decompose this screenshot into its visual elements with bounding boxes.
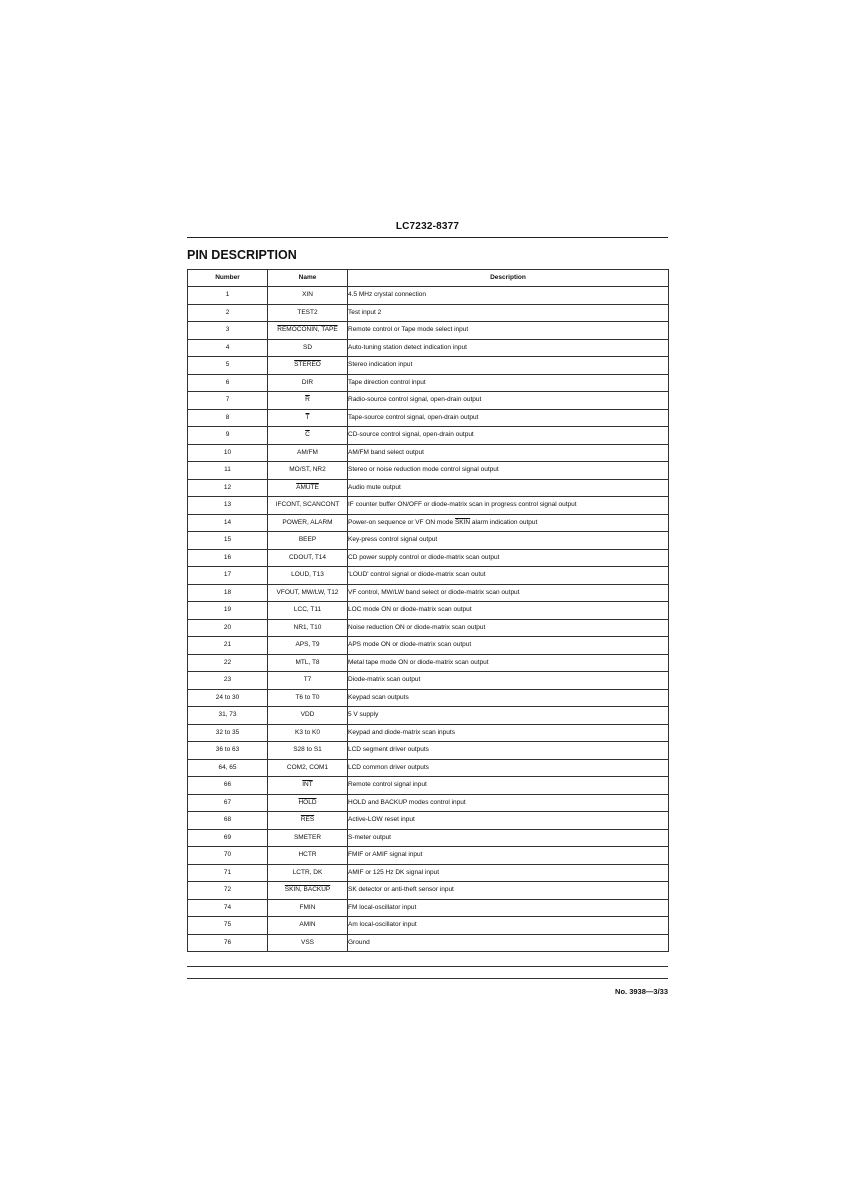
pin-number: 12 [188, 479, 268, 497]
pin-name: MTL, T8 [268, 654, 348, 672]
pin-name: XIN [268, 287, 348, 305]
pin-name: LOUD, T13 [268, 567, 348, 585]
pin-number: 23 [188, 672, 268, 690]
pin-number: 76 [188, 934, 268, 952]
footer-rule [187, 966, 668, 967]
pin-name: APS, T9 [268, 637, 348, 655]
pin-description: Remote control or Tape mode select input [348, 322, 669, 340]
pin-description: AMIF or 125 Hz DK signal input [348, 864, 669, 882]
pin-number: 64, 65 [188, 759, 268, 777]
pin-number: 6 [188, 374, 268, 392]
pin-name: FMIN [268, 899, 348, 917]
pin-name: T7 [268, 672, 348, 690]
table-row [188, 934, 669, 952]
pin-description: Key-press control signal output [348, 532, 669, 550]
pin-number: 9 [188, 427, 268, 445]
table-row [188, 514, 669, 532]
pin-number: 5 [188, 357, 268, 375]
desc-signal-overline: SKIN [454, 518, 471, 526]
pin-name: VDD [268, 707, 348, 725]
pin-description: Ground [348, 934, 669, 952]
pin-name: MO/ST, NR2 [268, 462, 348, 480]
pin-name: $\overline{RES}$ [268, 812, 348, 830]
pin-name: AMIN [268, 917, 348, 935]
pin-number: 11 [188, 462, 268, 480]
pin-description: Stereo indication input [348, 357, 669, 375]
table-row [188, 707, 669, 725]
table-row [188, 672, 669, 690]
pin-name: K3 to K0 [268, 724, 348, 742]
table-row [188, 777, 669, 795]
pin-name: AM/FM [268, 444, 348, 462]
pin-number: 3 [188, 322, 268, 340]
table-row [188, 567, 669, 585]
pin-description: Am local-oscillator input [348, 917, 669, 935]
table-row [188, 724, 669, 742]
table-row [188, 479, 669, 497]
pin-number: 16 [188, 549, 268, 567]
pin-description: S-meter output [348, 829, 669, 847]
table-row [188, 689, 669, 707]
pin-description-table [187, 269, 669, 952]
pin-number: 7 [188, 392, 268, 410]
pin-number: 75 [188, 917, 268, 935]
pin-description: 4.5 MHz crystal connection [348, 287, 669, 305]
table-row [188, 374, 669, 392]
table-row [188, 497, 669, 515]
pin-number: 32 to 35 [188, 724, 268, 742]
pin-description: IF counter buffer ON/OFF or diode-matrix scan in progress control signal output [348, 497, 669, 515]
table-row [188, 864, 669, 882]
pin-description: LOC mode ON or diode-matrix scan output [348, 602, 669, 620]
pin-name: STEREO [268, 357, 348, 375]
pin-description [348, 514, 669, 532]
table-row [188, 339, 669, 357]
pin-name: BEEP [268, 532, 348, 550]
pin-description: AM/FM band select output [348, 444, 669, 462]
column-header-description: Description [348, 270, 669, 287]
table-row [188, 637, 669, 655]
pin-description: Keypad and diode-matrix scan inputs [348, 724, 669, 742]
table-row [188, 654, 669, 672]
pin-name: LCTR, DK [268, 864, 348, 882]
pin-description: CD-source control signal, open-drain output [348, 427, 669, 445]
pin-description: Tape-source control signal, open-drain output [348, 409, 669, 427]
pin-description: Radio-source control signal, open-drain output [348, 392, 669, 410]
pin-number: 21 [188, 637, 268, 655]
pin-name: SKIN, BACKUP [268, 882, 348, 900]
pin-description: CD power supply control or diode-matrix scan output [348, 549, 669, 567]
pin-name: DIR [268, 374, 348, 392]
column-header-number: Number [188, 270, 268, 287]
pin-description: SK detector or anti-theft sensor input [348, 882, 669, 900]
pin-number: 8 [188, 409, 268, 427]
pin-description: HOLD and BACKUP modes control input [348, 794, 669, 812]
pin-number: 1 [188, 287, 268, 305]
pin-description: Active-LOW reset input [348, 812, 669, 830]
pin-name: IFCONT, SCANCONT [268, 497, 348, 515]
table-row [188, 427, 669, 445]
table-row [188, 882, 669, 900]
pin-name: AMUTE [268, 479, 348, 497]
pin-number: 24 to 30 [188, 689, 268, 707]
table-row [188, 444, 669, 462]
table-row [188, 742, 669, 760]
pin-name: HCTR [268, 847, 348, 865]
pin-number: 72 [188, 882, 268, 900]
pin-description: Tape direction control input [348, 374, 669, 392]
pin-number: 70 [188, 847, 268, 865]
pin-number: 4 [188, 339, 268, 357]
pin-name: NR1, T10 [268, 619, 348, 637]
pin-number: 2 [188, 304, 268, 322]
table-row [188, 812, 669, 830]
pin-name: LCC, T11 [268, 602, 348, 620]
pin-name: POWER, ALARM [268, 514, 348, 532]
pin-description: Noise reduction ON or diode-matrix scan output [348, 619, 669, 637]
pin-name: VFOUT, MW/LW, T12 [268, 584, 348, 602]
pin-name: SMETER [268, 829, 348, 847]
header-rule [187, 237, 668, 238]
pin-description: 'LOUD' control signal or diode-matrix scan outut [348, 567, 669, 585]
pin-description: FM local-oscillator input [348, 899, 669, 917]
pin-description: Test input 2 [348, 304, 669, 322]
table-row [188, 532, 669, 550]
table-row [188, 759, 669, 777]
pin-name: CDOUT, T14 [268, 549, 348, 567]
pin-number: 71 [188, 864, 268, 882]
desc-part: alarm indication output [470, 518, 538, 526]
pin-number: 17 [188, 567, 268, 585]
pin-number: 22 [188, 654, 268, 672]
table-row [188, 392, 669, 410]
table-row [188, 462, 669, 480]
pin-name: $\overline{R}$ [268, 392, 348, 410]
pin-name: REMOCONIN, TAPE [268, 322, 348, 340]
table-row [188, 584, 669, 602]
pin-description: LCD segment driver outputs [348, 742, 669, 760]
pin-description: Audio mute output [348, 479, 669, 497]
pin-name: T6 to T0 [268, 689, 348, 707]
pin-name: S28 to S1 [268, 742, 348, 760]
pin-name: COM2, COM1 [268, 759, 348, 777]
pin-name: TEST2 [268, 304, 348, 322]
table-row [188, 829, 669, 847]
table-row [188, 619, 669, 637]
pin-name: HOLD [268, 794, 348, 812]
pin-number: 67 [188, 794, 268, 812]
pin-description: Metal tape mode ON or diode-matrix scan output [348, 654, 669, 672]
pin-number: 15 [188, 532, 268, 550]
table-row [188, 287, 669, 305]
part-number-header: LC7232-8377 [395, 221, 460, 232]
table-row [188, 322, 669, 340]
pin-description: LCD common driver outputs [348, 759, 669, 777]
pin-description: APS mode ON or diode-matrix scan output [348, 637, 669, 655]
pin-description: FMIF or AMIF signal input [348, 847, 669, 865]
desc-part: Power-on sequence or VF ON mode [348, 518, 455, 526]
table-header-row [188, 270, 669, 287]
pin-number: 68 [188, 812, 268, 830]
pin-description: Keypad scan outputs [348, 689, 669, 707]
table-row [188, 304, 669, 322]
pin-number: 20 [188, 619, 268, 637]
pin-number: 69 [188, 829, 268, 847]
page-reference: No. 3938—3/33 [615, 987, 668, 996]
pin-description: 5 V supply [348, 707, 669, 725]
pin-description: Remote control signal input [348, 777, 669, 795]
pin-description: Auto-tuning station detect indication input [348, 339, 669, 357]
pin-number: 66 [188, 777, 268, 795]
pin-name: $\overline{C}$ [268, 427, 348, 445]
table-row [188, 794, 669, 812]
table-row [188, 409, 669, 427]
column-header-name: Name [268, 270, 348, 287]
pin-name: $\overline{INT}$ [268, 777, 348, 795]
section-title: PIN DESCRIPTION [187, 248, 297, 262]
table-row [188, 549, 669, 567]
table-row [188, 357, 669, 375]
footer-rule [187, 978, 668, 979]
pin-name: VSS [268, 934, 348, 952]
pin-number: 31, 73 [188, 707, 268, 725]
pin-number: 74 [188, 899, 268, 917]
table-row [188, 917, 669, 935]
pin-number: 36 to 63 [188, 742, 268, 760]
pin-description: VF control, MW/LW band select or diode-matrix scan output [348, 584, 669, 602]
table-row [188, 899, 669, 917]
table-row [188, 602, 669, 620]
pin-description: Diode-matrix scan output [348, 672, 669, 690]
pin-name: SD [268, 339, 348, 357]
pin-number: 13 [188, 497, 268, 515]
pin-number: 19 [188, 602, 268, 620]
pin-description: Stereo or noise reduction mode control signal output [348, 462, 669, 480]
pin-name: $\overline{T}$ [268, 409, 348, 427]
table-row [188, 847, 669, 865]
pin-number: 10 [188, 444, 268, 462]
pin-number: 14 [188, 514, 268, 532]
pin-number: 18 [188, 584, 268, 602]
